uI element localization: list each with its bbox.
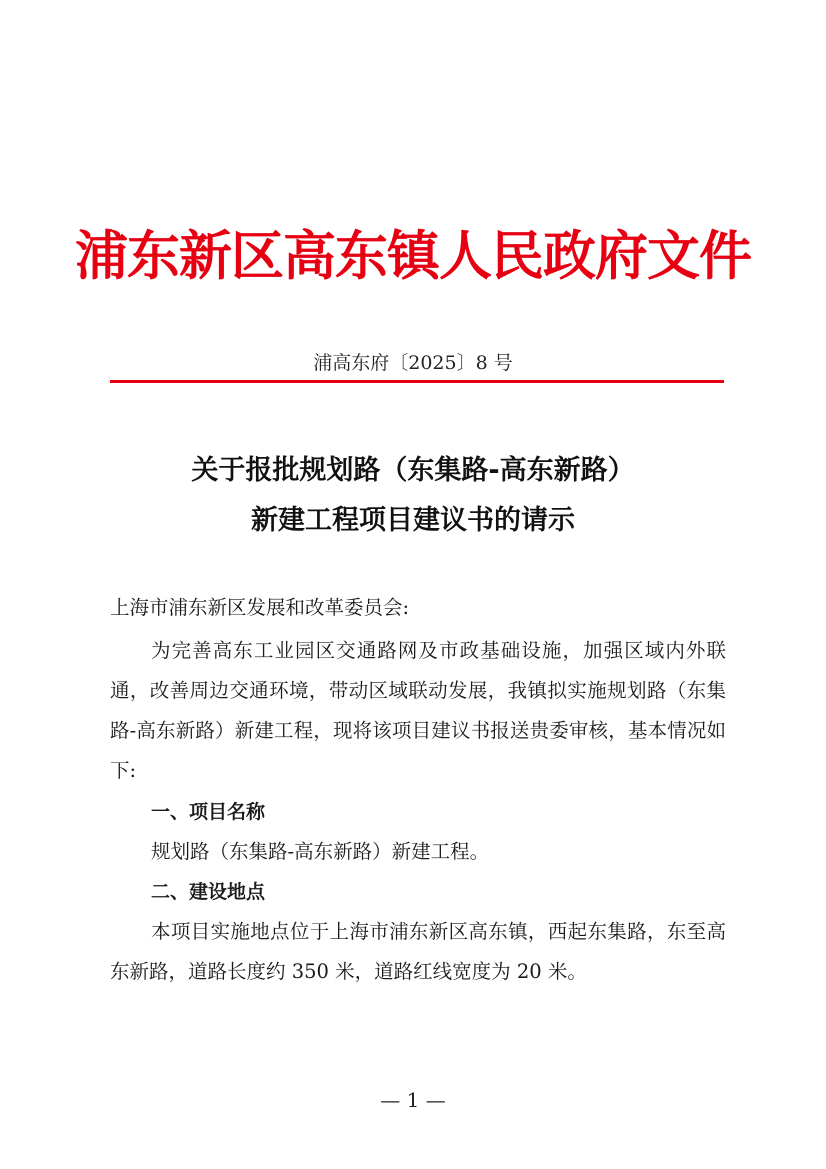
document-number: 浦高东府〔2025〕8 号 xyxy=(313,352,513,374)
red-divider-line xyxy=(110,380,724,383)
section-text-project-name: 规划路（东集路-高东新路）新建工程。 xyxy=(151,840,490,863)
section-heading-location: 二、建设地点 xyxy=(151,881,266,903)
subject-title-line2: 新建工程项目建议书的请示 xyxy=(251,505,575,536)
addressee: 上海市浦东新区发展和改革委员会: xyxy=(110,596,410,619)
document-header-title: 浦东新区高东镇人民政府文件 xyxy=(75,225,751,287)
body-paragraph-1: 为完善高东工业园区交通路网及市政基础设施，加强区域内外联通，改善周边交通环境，带动区域联动发展，我镇拟实施规划路（东集路-高东新路）新建工程，现将该项目建议书报送贵委审核，基本情况如下: xyxy=(110,639,726,782)
section-heading-project-name: 一、项目名称 xyxy=(151,801,266,823)
subject-title-line1: 关于报批规划路（东集路-高东新路） xyxy=(191,455,635,486)
page-number: — 1 — xyxy=(380,1088,446,1112)
section-text-location: 本项目实施地点位于上海市浦东新区高东镇，西起东集路，东至高东新路，道路长度约 350 米，道路红线宽度为 20 米。 xyxy=(110,920,726,983)
